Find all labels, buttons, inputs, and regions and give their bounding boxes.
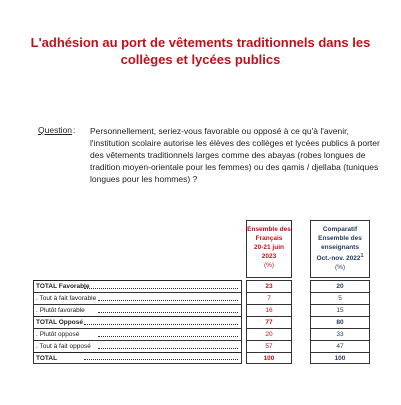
row-label: . Tout à fait favorable <box>36 295 97 302</box>
results-table <box>33 280 370 364</box>
cell-ensemble-francais: 77 <box>246 316 292 328</box>
question-text: Personnellement, seriez-vous favorable ou opposé à ce qu'à l'avenir, l'institution scolaire autorise les élèves des collèges et lycées publics à porter des vêtements traditionnels larges comme des abayas (robes longues de tradition moyen-orientale pour les femmes) ou des qamis / djellaba (tuniques longues pour les hommes) ? <box>90 126 380 184</box>
row-label: . Plutôt opposé <box>36 331 80 338</box>
cell-ensemble-francais: 7 <box>246 292 292 304</box>
question-colon: : <box>73 125 76 135</box>
table-row <box>33 328 370 340</box>
column-header-enseignants <box>310 220 370 278</box>
column-header-unit: (%) <box>263 262 275 269</box>
column-header-line1: Comparatif Ensemble des enseignants <box>318 226 362 251</box>
dot-leader <box>84 288 238 289</box>
row-label: . Tout à fait opposé <box>36 343 91 350</box>
row-label: TOTAL Favorable <box>36 283 90 290</box>
table-row <box>33 292 370 304</box>
dot-leader <box>84 324 238 325</box>
cell-enseignants: 47 <box>310 340 370 352</box>
cell-enseignants: 100 <box>310 352 370 364</box>
row-label: TOTAL Opposé <box>36 319 83 326</box>
cell-ensemble-francais: 16 <box>246 304 292 316</box>
column-header-unit: (%) <box>334 264 346 272</box>
dot-leader <box>98 348 238 349</box>
cell-enseignants: 80 <box>310 316 370 328</box>
table-row <box>33 280 370 292</box>
row-label: . Plutôt favorable <box>36 307 85 314</box>
dot-leader <box>84 359 238 360</box>
column-header-line2: Oct.-nov. 2022 <box>316 255 361 263</box>
dot-leader <box>98 312 238 313</box>
column-header-sup: 1 <box>360 253 364 259</box>
column-header-line1: Ensemble des Français <box>247 226 291 242</box>
cell-enseignants: 20 <box>310 280 370 292</box>
cell-ensemble-francais: 20 <box>246 328 292 340</box>
cell-ensemble-francais: 100 <box>246 352 292 364</box>
page-title: L'adhésion au port de vêtements traditionnels dans les collèges et lycées publics <box>30 35 371 67</box>
cell-enseignants: 15 <box>310 304 370 316</box>
row-label: TOTAL <box>36 355 58 362</box>
table-row <box>33 352 370 364</box>
question-label: Question <box>38 125 73 135</box>
table-row <box>33 316 370 328</box>
dot-leader <box>98 336 238 337</box>
cell-ensemble-francais: 23 <box>246 280 292 292</box>
column-header-line2: 20-21 juin 2023 <box>254 244 284 260</box>
table-row <box>33 304 370 316</box>
cell-enseignants: 5 <box>310 292 370 304</box>
table-row <box>33 340 370 352</box>
cell-enseignants: 33 <box>310 328 370 340</box>
dot-leader <box>98 300 238 301</box>
column-header-ensemble-francais <box>246 220 292 278</box>
cell-ensemble-francais: 57 <box>246 340 292 352</box>
